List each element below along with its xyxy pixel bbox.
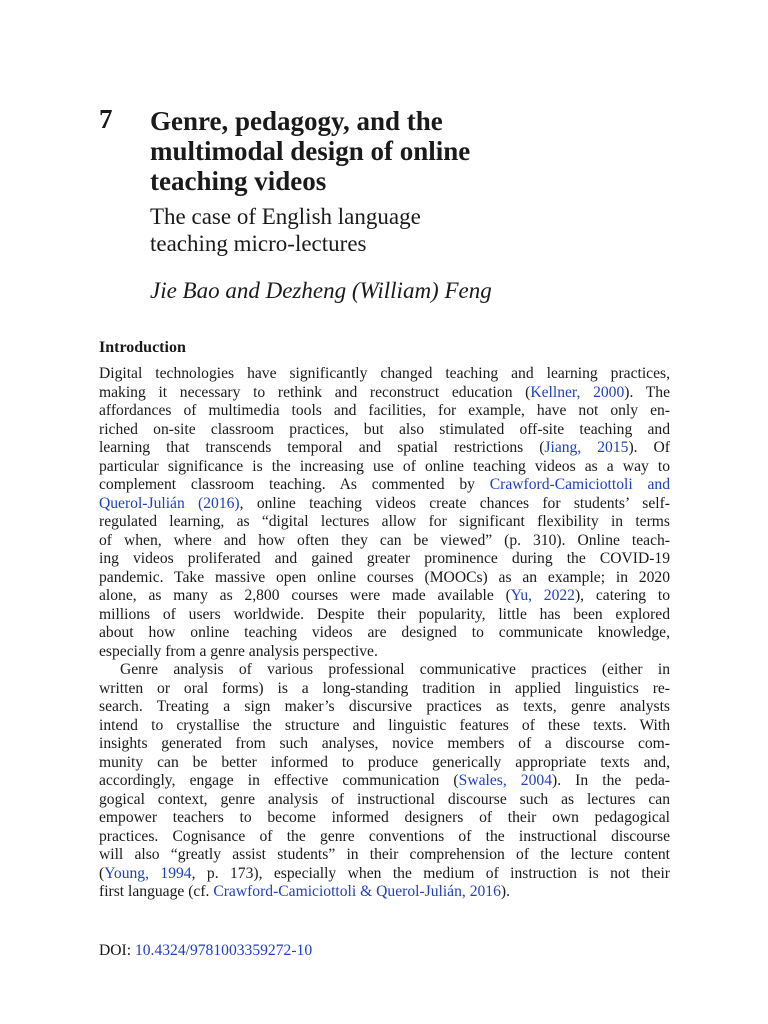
doi-footer (99, 941, 312, 961)
chapter-title (150, 106, 650, 196)
text-line (99, 439, 670, 458)
text: munity can be better informed to produce generically appropriate texts and, (99, 753, 670, 771)
chapter-title-line: teaching videos (150, 166, 327, 196)
text-line (99, 495, 670, 514)
text: , online teaching videos create chances for students’ self- (239, 494, 670, 512)
text: complement classroom teaching. As commented by (99, 476, 490, 493)
chapter-subtitle (150, 203, 421, 257)
text: affordances of multimedia tools and facilities, for example, have not only en- (99, 402, 670, 419)
text: ). (500, 883, 510, 900)
text: ). The (624, 383, 670, 401)
text: especially from a genre analysis perspective. (99, 642, 378, 660)
doi-link[interactable]: 10.4324/9781003359272-10 (134, 942, 313, 959)
text-line (99, 643, 670, 662)
text: ). Of (628, 439, 670, 456)
text: making it necessary to rethink and reconstruct education ( (99, 383, 531, 401)
text: particular significance is the increasing use of online teaching videos as a way to (99, 457, 670, 475)
text: , p. 173), especially when the medium of instruction is not their (191, 864, 670, 882)
text-line (99, 735, 670, 754)
body-text (99, 365, 670, 902)
text: search. Treating a sign maker’s discursive practices as texts, genre analysts (99, 698, 670, 715)
text: first language (cf. (99, 883, 214, 900)
citation-link[interactable]: Kellner, 2000 (530, 383, 625, 401)
text: will also “greatly assist students” in their comprehension of the lecture content (99, 846, 670, 863)
text: millions of users worldwide. Despite their popularity, little has been explored (99, 605, 670, 623)
subtitle-line: teaching micro-lectures (150, 231, 367, 256)
doi-label: DOI: (99, 942, 135, 959)
text: Digital technologies have significantly changed teaching and learning practices, (99, 365, 670, 382)
text-line (99, 513, 670, 532)
text: accordingly, engage in effective communication ( (99, 772, 459, 789)
text: riched on-site classroom practices, but also stimulated off-site teaching and (99, 420, 670, 438)
text: practices. Cognisance of the genre conventions of the instructional discourse (99, 827, 670, 845)
text-line (99, 458, 670, 477)
citation-link[interactable]: Querol-Julián (2016) (99, 494, 240, 512)
text: Genre analysis of various professional communicative practices (either in (120, 661, 670, 678)
text: gogical context, genre analysis of instructional discourse such as lectures can (99, 790, 670, 808)
text-line (99, 365, 670, 384)
text-line (99, 384, 670, 403)
text-line (99, 772, 670, 791)
text-line (99, 698, 670, 717)
text-line (99, 569, 670, 588)
text: ). In the peda- (552, 772, 671, 789)
text-line (99, 791, 670, 810)
text: of when, where and how often they can be viewed” (p. 310). Online teach- (99, 531, 670, 549)
text-line (99, 624, 670, 643)
text: empower teachers to become informed designers of their own pedagogical (99, 809, 670, 826)
subtitle-line: The case of English language (150, 204, 421, 229)
text-line (99, 865, 670, 884)
text: pandemic. Take massive open online courses (MOOCs) as an example; in 2020 (99, 568, 670, 586)
text-line (99, 883, 670, 902)
text-line (99, 476, 670, 495)
section-heading: Introduction (99, 339, 186, 356)
text: ), catering to (574, 587, 670, 604)
citation-link[interactable]: Crawford-Camiciottoli and (489, 476, 670, 493)
chapter-title-line: multimodal design of online (150, 136, 471, 166)
text: intend to crystallise the structure and linguistic features of these texts. With (99, 716, 670, 734)
text-line (99, 606, 670, 625)
text: insights generated from such analyses, novice members of a discourse com- (99, 735, 670, 752)
text-line (99, 421, 670, 440)
text: ( (99, 864, 105, 882)
text: regulated learning, as “digital lectures allow for significant flexibility in terms (99, 513, 670, 530)
citation-link[interactable]: Jiang, 2015 (544, 439, 629, 456)
citation-link[interactable]: Young, 1994 (104, 864, 192, 882)
text-line (99, 828, 670, 847)
text-line (99, 402, 670, 421)
text-line (99, 587, 670, 606)
text-line (99, 717, 670, 736)
text-line (99, 550, 670, 569)
text-line (99, 661, 670, 680)
text-line (99, 809, 670, 828)
chapter-authors: Jie Bao and Dezheng (William) Feng (150, 278, 492, 303)
text-line (99, 532, 670, 551)
citation-link[interactable]: Crawford-Camiciottoli & Querol-Julián, 2016 (213, 883, 501, 900)
text: ing videos proliferated and gained greater prominence during the COVID-19 (99, 550, 670, 567)
text-line (99, 754, 670, 773)
citation-link[interactable]: Swales, 2004 (458, 772, 552, 789)
text: about how online teaching videos are designed to communicate knowledge, (99, 624, 670, 641)
text: alone, as many as 2,800 courses were made available ( (99, 587, 511, 604)
text: written or oral forms) is a long-standing tradition in applied linguistics re- (99, 679, 670, 697)
text-line (99, 680, 670, 699)
chapter-title-line: Genre, pedagogy, and the (150, 106, 443, 136)
text-line (99, 846, 670, 865)
citation-link[interactable]: Yu, 2022 (510, 587, 575, 604)
chapter-number: 7 (99, 104, 113, 134)
text: learning that transcends temporal and spatial restrictions ( (99, 439, 545, 456)
